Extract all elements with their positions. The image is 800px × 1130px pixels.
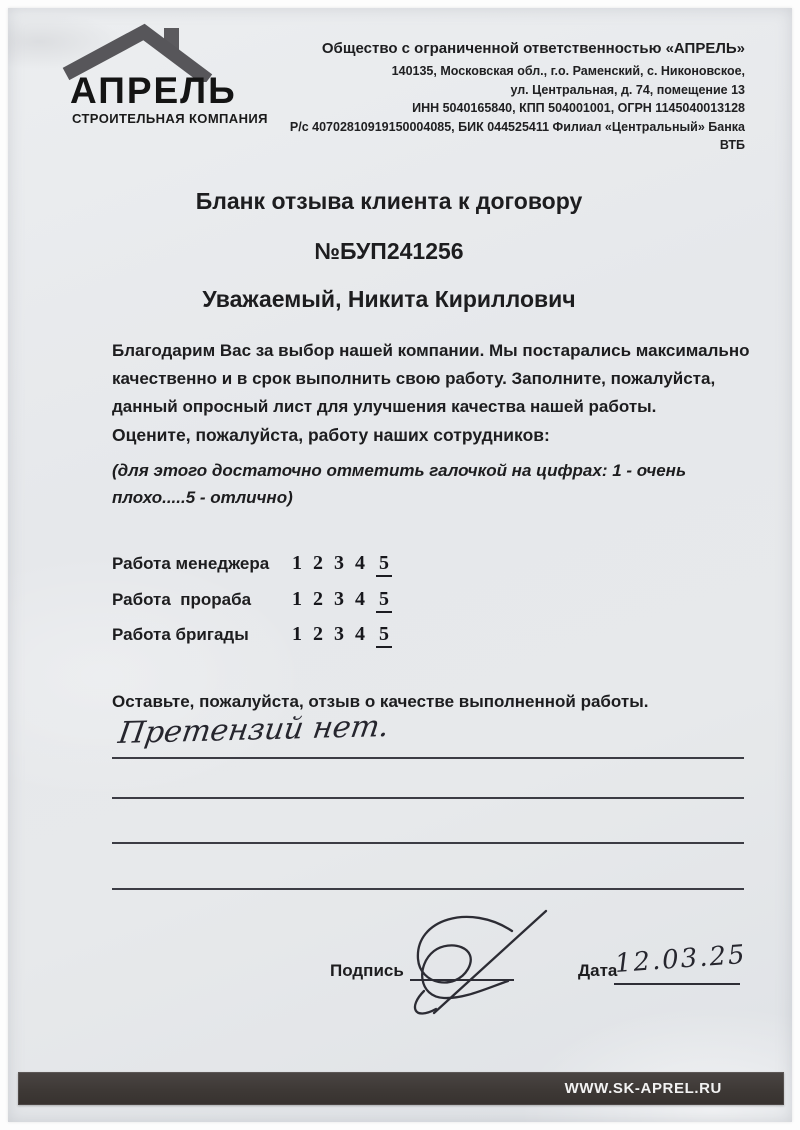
company-address-line: ул. Центральная, д. 74, помещение 13 <box>510 82 745 97</box>
logo-tagline: СТРОИТЕЛЬНАЯ КОМПАНИЯ <box>72 111 268 126</box>
footer-bar <box>18 1072 784 1105</box>
company-address-line: 140135, Московская обл., г.о. Раменский, с. Никоновское, <box>391 64 745 78</box>
rating-row-foreman <box>112 588 398 613</box>
rating-mark-3[interactable]: 3 <box>334 623 344 645</box>
writing-line[interactable] <box>112 888 744 890</box>
signature-label: Подпись <box>330 961 404 980</box>
rating-mark-1[interactable]: 1 <box>292 588 302 610</box>
logo-name: АПРЕЛЬ <box>70 70 237 111</box>
handwritten-review: Претензий нет. <box>116 708 392 751</box>
intro-line: данный опросный лист для улучшения качества нашей работы. <box>112 397 657 416</box>
writing-line[interactable] <box>112 842 744 844</box>
rating-mark-5[interactable]: 5 <box>376 552 392 577</box>
rate-note-line: (для этого достаточно отметить галочкой на цифрах: 1 - очень <box>112 461 687 480</box>
company-bank-line: Р/с 40702810919150004085, БИК 044525411 Филиал «Центральный» Банка ВТБ <box>289 119 745 152</box>
rating-row-crew <box>112 623 398 648</box>
rate-prompt: Оцените, пожалуйста, работу наших сотрудников: <box>112 425 550 445</box>
rating-mark-1[interactable]: 1 <box>292 623 302 645</box>
salutation: Уважаемый, Никита Кириллович <box>202 286 576 312</box>
footer-website: WWW.SK-APREL.RU <box>564 1080 722 1097</box>
rating-label: Работа менеджера <box>112 554 270 573</box>
intro-line: Благодарим Вас за выбор нашей компании. Мы постарались максимально <box>112 341 750 360</box>
rating-mark-4[interactable]: 4 <box>355 623 365 645</box>
company-name: Общество с ограниченной ответственностью «АПРЕЛЬ» <box>321 40 745 57</box>
rating-mark-2[interactable]: 2 <box>313 623 323 645</box>
date-line[interactable] <box>614 983 740 985</box>
contract-number: №БУП241256 <box>314 238 464 264</box>
rating-row-manager <box>112 552 398 577</box>
rating-mark-5[interactable]: 5 <box>376 588 392 613</box>
writing-line[interactable] <box>112 757 744 759</box>
rating-mark-3[interactable]: 3 <box>334 588 344 610</box>
rating-mark-2[interactable]: 2 <box>313 588 323 610</box>
rating-mark-4[interactable]: 4 <box>355 552 365 574</box>
intro-paragraph <box>112 337 752 421</box>
rating-label: Работа прораба <box>112 590 252 609</box>
rating-mark-4[interactable]: 4 <box>355 588 365 610</box>
intro-line: качественно и в срок выполнить свою работу. Заполните, пожалуйста, <box>112 369 716 388</box>
rate-note-line: плохо.....5 - отлично) <box>112 488 293 507</box>
rate-note <box>112 457 712 511</box>
rating-mark-5[interactable]: 5 <box>376 623 392 648</box>
company-requisites-line: ИНН 5040165840, КПП 504001001, ОГРН 1145040013128 <box>412 101 745 115</box>
form-title: Бланк отзыва клиента к договору <box>195 188 583 214</box>
rating-mark-1[interactable]: 1 <box>292 552 302 574</box>
writing-line[interactable] <box>112 797 744 799</box>
handwritten-date: 12.03.25 <box>613 939 748 979</box>
rating-label: Работа бригады <box>112 625 249 644</box>
company-details <box>265 40 745 155</box>
rating-mark-3[interactable]: 3 <box>334 552 344 574</box>
date-label: Дата <box>578 961 618 980</box>
rating-mark-2[interactable]: 2 <box>313 552 323 574</box>
review-prompt: Оставьте, пожалуйста, отзыв о качестве выполненной работы. <box>112 692 649 711</box>
scanned-feedback-form <box>8 8 792 1122</box>
